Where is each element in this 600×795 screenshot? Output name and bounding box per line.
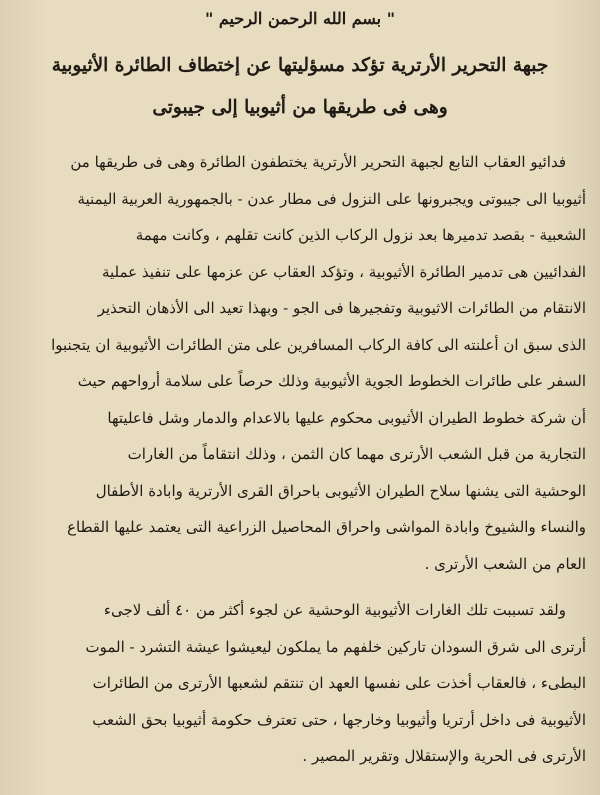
text-line: الانتقام من الطائرات الاثيوبية وتفجيرها فى الجو - وبهذا تعيد الى الأذهان التحذير <box>97 299 586 317</box>
text-line: أثيوبيا الى جيبوتى ويجبرونها على النزول فى مطار عدن - بالجمهورية العربية اليمنية <box>77 189 586 208</box>
text-line: والنساء والشيوخ وابادة المواشى واحراق المحاصيل الزراعية التى يعتمد عليها القطاع <box>67 518 586 536</box>
basmala: " بسم الله الرحمن الرحيم " <box>204 9 396 28</box>
text-line: ولقد تسببت تلك الغارات الأثيوبية الوحشية عن لجوء أكثر من ٤٠ ألف لاجىء <box>103 601 566 619</box>
text-line: الأثيوبية فى داخل أرتريا وأثيوبيا وخارجها ، حتى تعترف حكومة أثيوبيا بحق الشعب <box>92 710 586 729</box>
paragraph-2 <box>14 592 586 775</box>
paragraph-1 <box>14 144 586 582</box>
text-line: فدائيو العقاب التابع لجبهة التحرير الأرترية يختطفون الطائرة وهى فى طريقها من <box>70 153 566 171</box>
text-line: أن شركة خطوط الطيران الأثيوبى محكوم عليها بالاعدام والدمار وشل فاعليتها <box>107 408 586 427</box>
headline-line-2: وهى فى طريقها من أثيوبيا إلى جيبوتى <box>152 97 448 118</box>
text-line: الشعبية - بقصد تدميرها بعد نزول الركاب الذين كانت تقلهم ، وكانت مهمة <box>135 226 586 244</box>
text-line: الذى سبق ان أعلنته الى كافة الركاب المسافرين على متن الطائرات الأثيوبية ان يتجنبوا <box>51 335 586 354</box>
text-line: الأرترى فى الحرية والإستقلال وتقرير المصير . <box>302 747 586 765</box>
text-line: التجارية من قبل الشعب الأرترى مهما كان الثمن ، وذلك انتقاماً من الغارات <box>127 445 586 463</box>
text-line: البطىء ، فالعقاب أخذت على نفسها العهد ان تنتقم لشعبها الأرترى من الطائرات <box>92 674 586 692</box>
text-line: السفر على طائرات الخطوط الجوية الأثيوبية وذلك حرصاً على سلامة أرواحهم حيث <box>77 372 586 390</box>
headline-line-1: جبهة التحرير الأرترية تؤكد مسؤليتها عن إختطاف الطائرة الأثيوبية <box>51 55 549 76</box>
text-line: أرترى الى شرق السودان تاركين خلفهم ما يملكون ليعيشوا عيشة التشرد - الموت <box>85 637 586 656</box>
article-body <box>14 144 586 775</box>
text-line: العام من الشعب الأرترى . <box>424 554 586 573</box>
text-line: الوحشية التى يشنها سلاح الطيران الأثيوبى باحراق القرى الأرترية وابادة الأطفال <box>95 481 586 500</box>
text-line: الفدائيين هى تدمير الطائرة الأثيوبية ، وتؤكد العقاب عن عزمها على تنفيذ عملية <box>101 262 586 281</box>
paragraph-gap <box>14 582 586 592</box>
